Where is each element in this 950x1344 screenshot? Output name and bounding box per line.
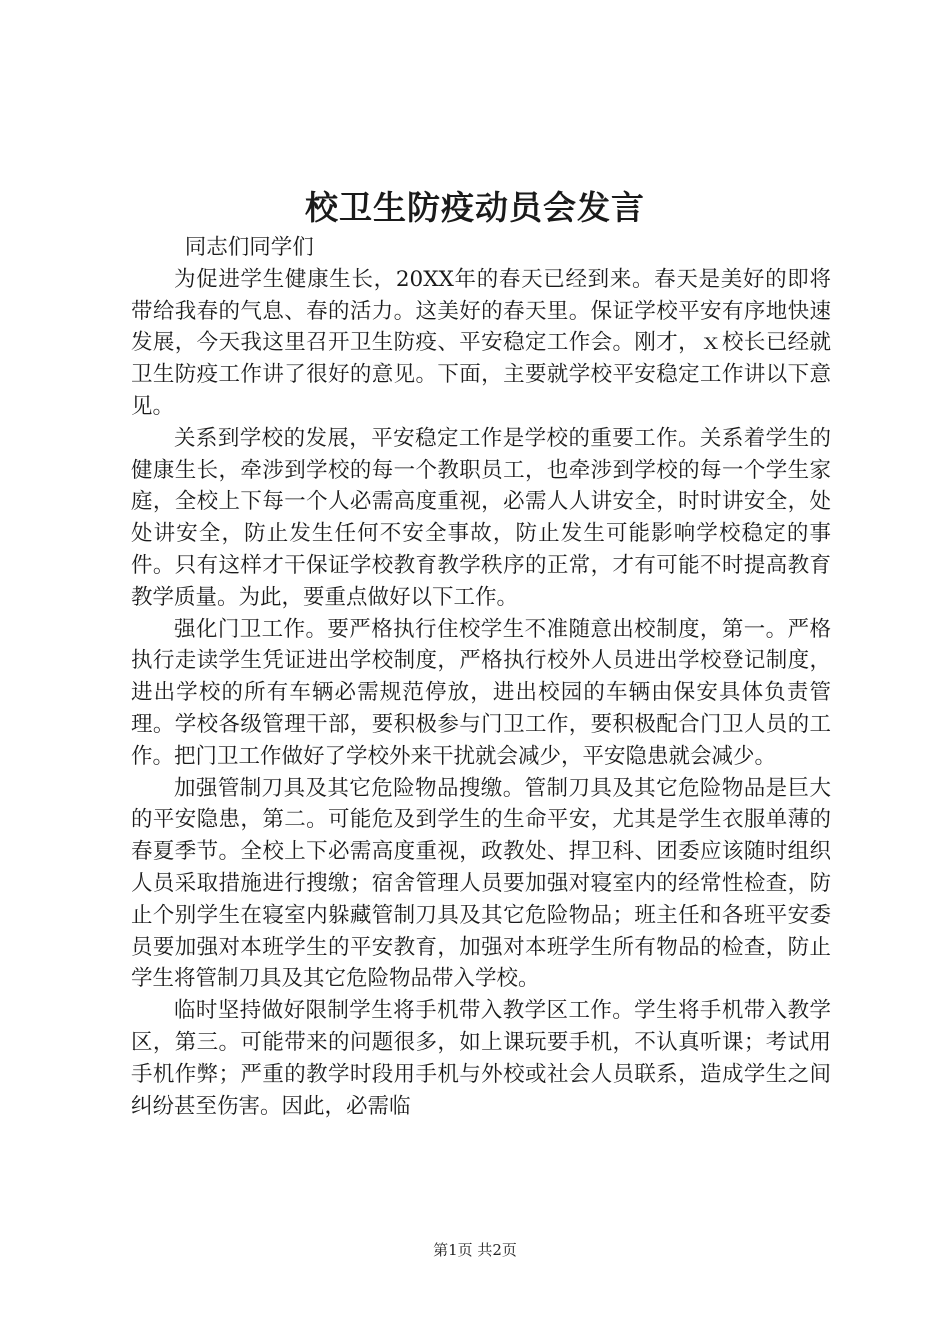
salutation: 同志们同学们 (184, 235, 314, 260)
paragraph-importance: 关系到学校的发展，平安稳定工作是学校的重要工作。关系着学生的健康生长，牵涉到学校的每一个教职员工，也牵涉到学校的每一个学生家庭，全校上下每一个人必需高度重视，必需人人讲安全，时时讲安全，处处讲安全，防止发生任何不安全事故，防止发生可能影响学校稳定的事件。只有这样才干保证学校教育教学秩序的正常，才有可能不时提高教育教学质量。为此，要重点做好以下工作。 (131, 425, 831, 610)
page-number-footer: 第1页 共2页 (433, 1241, 517, 1259)
document-body (131, 232, 831, 1122)
paragraph-gatekeeping: 强化门卫工作。要严格执行住校学生不准随意出校制度，第一。严格执行走读学生凭证进出学校制度，严格执行校外人员进出学校登记制度，进出学校的所有车辆必需规范停放，进出校园的车辆由保安具体负责管理。学校各级管理干部，要积极参与门卫工作，要积极配合门卫人员的工作。把门卫工作做好了学校外来干扰就会减少，平安隐患就会减少。 (131, 616, 831, 769)
paragraph-phones: 临时坚持做好限制学生将手机带入教学区工作。学生将手机带入教学区，第三。可能带来的问题很多，如上课玩要手机，不认真听课；考试用手机作弊；严重的教学时段用手机与外校或社会人员联系，造成学生之间纠纷甚至伤害。因此，必需临 (131, 998, 831, 1119)
paragraph-weapons: 加强管制刀具及其它危险物品搜缴。管制刀具及其它危险物品是巨大的平安隐患，第二。可能危及到学生的生命平安，尤其是学生衣服单薄的春夏季节。全校上下必需高度重视，政教处、捍卫科、团委应该随时组织人员采取措施进行搜缴；宿舍管理人员要加强对寝室内的经常性检查，防止个别学生在寝室内躲藏管制刀具及其它危险物品；班主任和各班平安委员要加强对本班学生的平安教育，加强对本班学生所有物品的检查，防止学生将管制刀具及其它危险物品带入学校。 (131, 775, 831, 992)
paragraph-intro: 为促进学生健康生长，20XX年的春天已经到来。春天是美好的即将带给我春的气息、春的活力。这美好的春天里。保证学校平安有序地快速发展，今天我这里召开卫生防疫、平安稳定工作会。刚才，ｘ校长已经就卫生防疫工作讲了很好的意见。下面，主要就学校平安稳定工作讲以下意见。 (131, 266, 831, 419)
document-title: 校卫生防疫动员会发言 (305, 188, 645, 227)
